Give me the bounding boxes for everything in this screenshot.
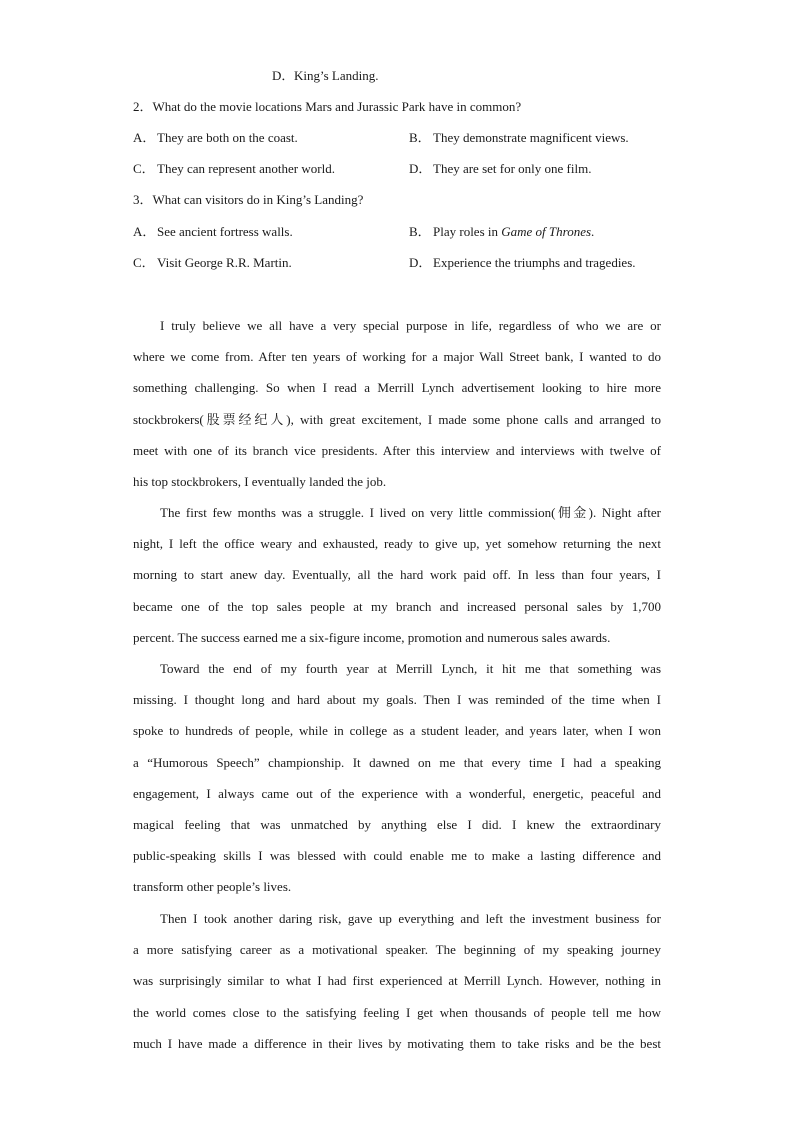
option-text: Visit George R.R. Martin. <box>157 255 292 270</box>
paragraph-line: missing. I thought long and hard about my goals. Then I was reminded of the time when I <box>133 692 661 708</box>
paragraph-line: spoke to hundreds of people, while in college as a student leader, and years later, when I won <box>133 723 661 739</box>
paragraph-line: engagement, I always came out of the experience with a wonderful, energetic, peaceful and <box>133 785 661 801</box>
option-letter: D． <box>272 68 295 83</box>
paragraph-line: was surprisingly similar to what I had first experienced at Merrill Lynch. However, nothing in <box>133 973 661 989</box>
paragraph-line: The first few months was a struggle. I lived on very little commission(佣金). Night after <box>160 505 661 520</box>
paragraph-line: became one of the top sales people at my branch and increased personal sales by 1,700 <box>133 598 661 614</box>
option-text: They are set for only one film. <box>433 161 592 176</box>
paragraph-line: public-speaking skills I was blessed with could enable me to make a lasting difference and <box>133 848 661 864</box>
paragraph-line: I truly believe we all have a very special purpose in life, regardless of who we are or <box>160 318 661 333</box>
q3-option-d <box>409 255 636 271</box>
paragraph-line: a more satisfying career as a motivational speaker. The beginning of my speaking journey <box>133 942 661 958</box>
q2-option-b <box>409 130 629 146</box>
paragraph-line: stockbrokers(股票经纪人), with great excitement, I made some phone calls and arranged to <box>133 411 661 427</box>
q2-stem: 2．What do the movie locations Mars and Jurassic Park have in common? <box>133 99 522 114</box>
option-text: King’s Landing. <box>294 68 379 83</box>
q3-option-b <box>409 224 594 240</box>
paragraph-line: something challenging. So when I read a Merrill Lynch advertisement looking to hire more <box>133 380 661 396</box>
q2-option-d <box>409 161 591 177</box>
option-text-after: . <box>591 224 595 239</box>
option-text: Experience the triumphs and tragedies. <box>433 255 636 270</box>
q2-option-a <box>133 130 298 146</box>
paragraph-line: Toward the end of my fourth year at Merrill Lynch, it hit me that something was <box>160 661 661 676</box>
paragraph-line: where we come from. After ten years of working for a major Wall Street bank, I wanted to do <box>133 349 661 365</box>
passage-paragraph-3 <box>133 653 661 903</box>
paragraph-line: the world comes close to the satisfying feeling I get when thousands of people tell me how <box>133 1004 661 1020</box>
option-text: They are both on the coast. <box>157 130 298 145</box>
option-letter: C． <box>133 255 155 270</box>
paragraph-line: his top stockbrokers, I eventually landed the job. <box>133 473 387 489</box>
paragraph-line: meet with one of its branch vice presidents. After this interview and interviews with twelve of <box>133 442 661 458</box>
option-text-before: Play roles in <box>433 224 502 239</box>
paragraph-line: night, I left the office weary and exhausted, ready to give up, yet somehow returning the next <box>133 536 661 552</box>
option-letter: A． <box>133 130 156 145</box>
passage-paragraph-4 <box>133 903 661 1059</box>
paragraph-line: much I have made a difference in their lives by motivating them to take risks and be the best <box>133 1035 661 1051</box>
option-text: See ancient fortress walls. <box>157 224 293 239</box>
q3-option-a <box>133 224 293 240</box>
paragraph-line: morning to start anew day. Eventually, all the hard work paid off. In less than four years, I <box>133 567 661 583</box>
option-text: They demonstrate magnificent views. <box>433 130 629 145</box>
paragraph-line: Then I took another daring risk, gave up everything and left the investment business for <box>160 911 661 926</box>
passage-paragraph-1 <box>133 310 661 497</box>
paragraph-line: magical feeling that was unmatched by anything else I did. I knew the extraordinary <box>133 816 661 832</box>
option-letter: D． <box>409 255 432 270</box>
option-text: They can represent another world. <box>157 161 335 176</box>
option-letter: A． <box>133 224 156 239</box>
paragraph-line: a “Humorous Speech” championship. It dawned on me that every time I had a speaking <box>133 754 661 770</box>
paragraph-line: transform other people’s lives. <box>133 879 292 895</box>
option-letter: C． <box>133 161 155 176</box>
option-letter: D． <box>409 161 432 176</box>
option-letter: B． <box>409 224 431 239</box>
q3-stem: 3．What can visitors do in King’s Landing? <box>133 192 364 207</box>
q3-option-c <box>133 255 292 271</box>
passage-paragraph-2 <box>133 497 661 653</box>
q2-option-c <box>133 161 335 177</box>
paragraph-line: percent. The success earned me a six-figure income, promotion and numerous sales awards. <box>133 629 611 645</box>
option-text-italic: Game of Thrones <box>501 224 592 239</box>
option-letter: B． <box>409 130 431 145</box>
q1-option-d <box>272 68 379 84</box>
